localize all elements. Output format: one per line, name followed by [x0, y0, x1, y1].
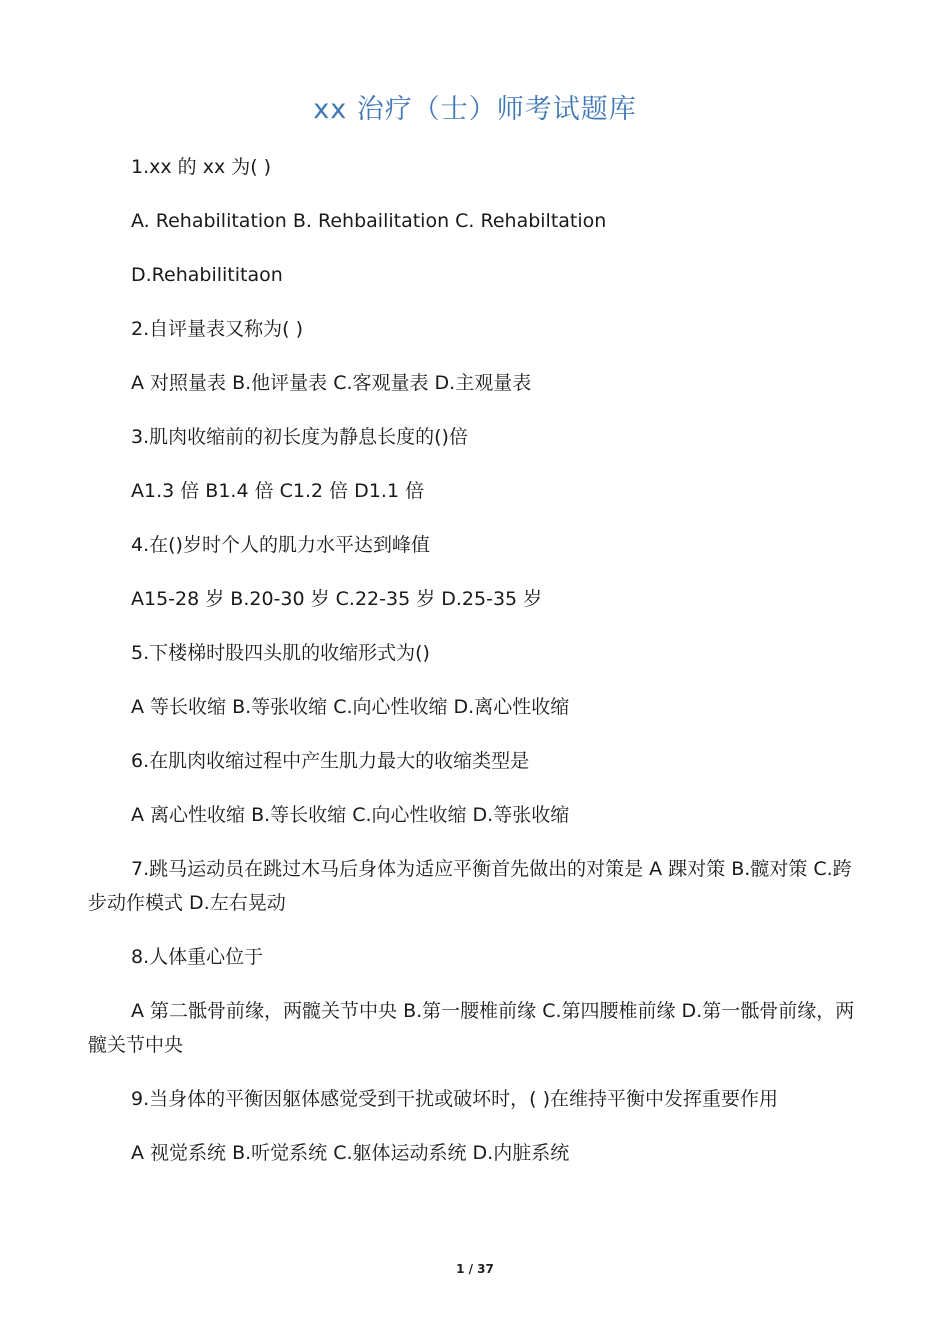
paragraph: 1.xx 的 xx 为( )	[131, 156, 272, 178]
paragraph: A 视觉系统 B.听觉系统 C.躯体运动系统 D.内脏系统	[131, 1142, 570, 1164]
paragraph: 2.自评量表又称为( )	[131, 318, 303, 340]
paragraph: A 第二骶骨前缘，两髋关节中央 B.第一腰椎前缘 C.第四腰椎前缘 D.第一骶骨前缘，两髋关节中央	[88, 1000, 855, 1056]
document-title: xx 治疗（士）师考试题库	[313, 94, 637, 125]
paragraph: A 离心性收缩 B.等长收缩 C.向心性收缩 D.等张收缩	[131, 804, 570, 826]
paragraph: 9.当身体的平衡因躯体感觉受到干扰或破坏时，( )在维持平衡中发挥重要作用	[131, 1088, 778, 1110]
paragraph: A1.3 倍 B1.4 倍 C1.2 倍 D1.1 倍	[131, 480, 425, 502]
paragraph: 3.肌肉收缩前的初长度为静息长度的()倍	[131, 426, 468, 448]
paragraph: 6.在肌肉收缩过程中产生肌力最大的收缩类型是	[131, 750, 530, 772]
paragraph: A 对照量表 B.他评量表 C.客观量表 D.主观量表	[131, 372, 532, 394]
paragraph: 4.在()岁时个人的肌力水平达到峰值	[131, 534, 430, 556]
paragraph: 5.下楼梯时股四头肌的收缩形式为()	[131, 642, 430, 664]
document-body	[88, 150, 863, 1190]
paragraph: A. Rehabilitation B. Rehbailitation C. Rehabiltation	[131, 210, 607, 232]
paragraph: D.Rehabilititaon	[131, 264, 283, 286]
paragraph: 8.人体重心位于	[131, 946, 264, 968]
paragraph: 7.跳马运动员在跳过木马后身体为适应平衡首先做出的对策是 A 踝对策 B.髋对策 C.跨步动作模式 D.左右晃动	[88, 858, 852, 914]
paragraph: A 等长收缩 B.等张收缩 C.向心性收缩 D.离心性收缩	[131, 696, 570, 718]
page-indicator: 1 / 37	[456, 1262, 494, 1276]
paragraph: A15-28 岁 B.20-30 岁 C.22-35 岁 D.25-35 岁	[131, 588, 543, 610]
